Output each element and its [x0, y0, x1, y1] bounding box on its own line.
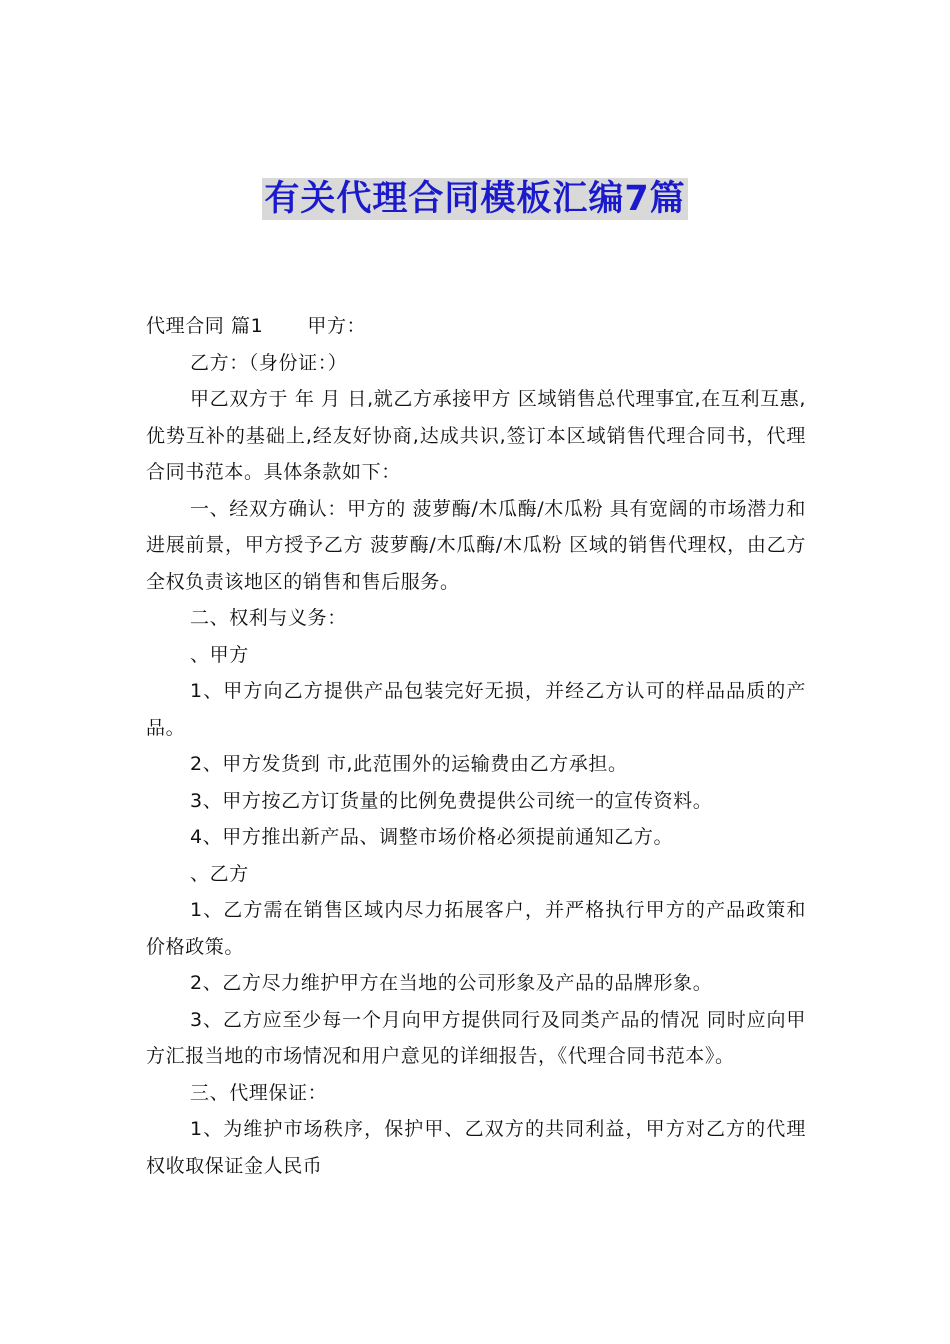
title-container [0, 178, 950, 220]
paragraph: 4、甲方推出新产品、调整市场价格必须提前通知乙方。 [190, 826, 674, 848]
party-a-label: 甲方： [307, 315, 367, 337]
paragraph: 2、乙方尽力维护甲方在当地的公司形象及产品的品牌形象。 [190, 972, 713, 994]
paragraph: 1、甲方向乙方提供产品包装完好无损，并经乙方认可的样品品质的产品。 [146, 680, 806, 739]
section-heading: 代理合同 篇1 [146, 315, 264, 337]
paragraph: 1、乙方需在销售区域内尽力拓展客户，并严格执行甲方的产品政策和价格政策。 [146, 899, 806, 958]
paragraph: 一、经双方确认：甲方的 菠萝酶/木瓜酶/木瓜粉 具有宽阔的市场潜力和进展前景，甲方授予乙方 菠萝酶/木瓜酶/木瓜粉 区域的销售代理权，由乙方全权负责该地区的销售和售后服务。 [146, 497, 806, 593]
paragraph: 、乙方 [190, 862, 249, 885]
paragraph: 3、甲方按乙方订货量的比例免费提供公司统一的宣传资料。 [190, 789, 713, 812]
paragraph: 2、甲方发货到 市,此范围外的运输费由乙方承担。 [190, 753, 628, 775]
document-title: 有关代理合同模板汇编7篇 [264, 179, 686, 219]
paragraph: 三、代理保证： [190, 1081, 328, 1104]
paragraph: 甲乙双方于 年 月 日,就乙方承接甲方 区域销售总代理事宜,在互利互惠,优势互补的基础上,经友好协商,达成共识,签订本区域销售代理合同书，代理合同书范本。具体条款如下： [146, 388, 806, 483]
paragraph: 、甲方 [190, 643, 249, 666]
paragraph: 1、为维护市场秩序，保护甲、乙双方的共同利益，甲方对乙方的代理权收取保证金人民币 [146, 1118, 806, 1177]
paragraph: 3、乙方应至少每一个月向甲方提供同行及同类产品的情况 同时应向甲方汇报当地的市场情况和用户意见的详细报告，《代理合同书范本》。 [146, 1008, 806, 1067]
paragraph: 乙方：（身份证：） [190, 351, 348, 374]
paragraph: 二、权利与义务： [190, 607, 347, 629]
header-line [146, 308, 806, 345]
document-body [146, 308, 806, 1184]
